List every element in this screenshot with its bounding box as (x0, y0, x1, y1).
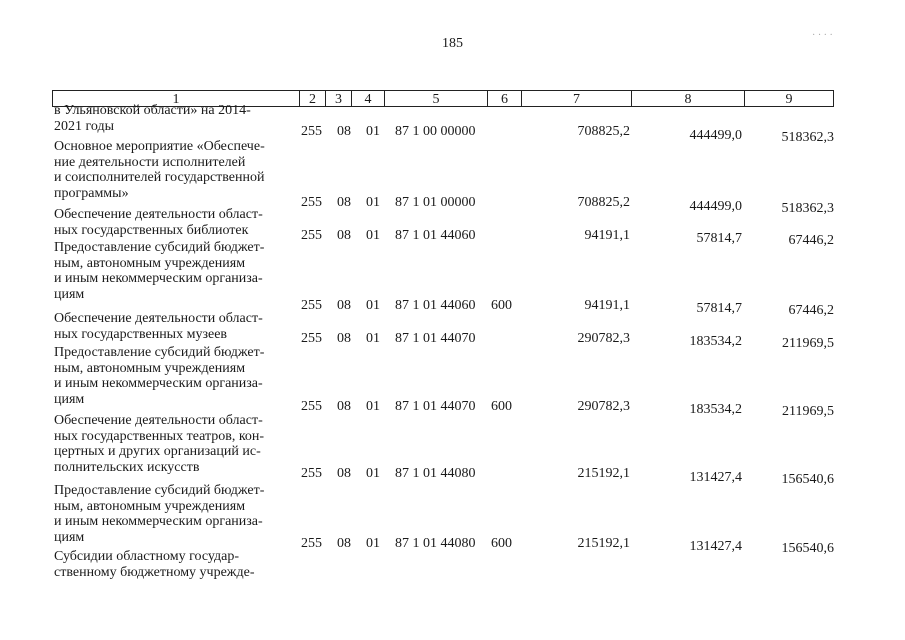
cell-c8: 444499,0 (689, 199, 742, 214)
cell-c6: 600 (491, 399, 512, 414)
description-line: ных государственных музеев (54, 326, 228, 342)
cell-c2: 255 (301, 466, 322, 481)
row-description (54, 413, 292, 475)
description-line: и иным некоммерческим организа- (54, 376, 263, 391)
description-line: ных государственных театров, кон- (54, 428, 265, 444)
description-line: ственному бюджетному учрежде- (54, 564, 255, 580)
cell-c8: 183534,2 (689, 334, 742, 349)
description-line: Основное мероприятие «Обеспече- (54, 139, 265, 154)
cell-c5: 87 1 01 44060 (395, 228, 476, 243)
cell-c9: 518362,3 (781, 130, 834, 145)
cell-c4: 01 (366, 298, 380, 313)
header-col-7: 7 (521, 90, 631, 107)
cell-c5: 87 1 01 44070 (395, 331, 476, 346)
cell-c2: 255 (301, 228, 322, 243)
cell-c8: 131427,4 (689, 539, 742, 554)
description-line: Обеспечение деятельности област- (54, 207, 263, 222)
cell-c5: 87 1 01 44070 (395, 399, 476, 414)
description-line: цертных и других организаций ис- (54, 444, 261, 459)
scan-speck: · · · · (812, 30, 833, 41)
cell-c6: 600 (491, 536, 512, 551)
cell-c3: 08 (337, 228, 351, 243)
header-col-1: 1 (52, 90, 299, 107)
cell-c7: 94191,1 (584, 298, 630, 313)
description-line: и иным некоммерческим организа- (54, 271, 263, 286)
description-line: Субсидии областному государ- (54, 549, 240, 564)
header-col-8: 8 (631, 90, 744, 107)
cell-c7: 215192,1 (577, 466, 630, 481)
cell-c8: 444499,0 (689, 128, 742, 143)
description-line: ным, автономным учреждениям (54, 498, 246, 514)
header-col-4: 4 (351, 90, 384, 107)
cell-c4: 01 (366, 399, 380, 414)
cell-c5: 87 1 01 44080 (395, 466, 476, 481)
cell-c4: 01 (366, 466, 380, 481)
row-description (54, 345, 292, 407)
cell-c2: 255 (301, 195, 322, 210)
description-line: ным, автономным учреждениям (54, 360, 246, 376)
description-line: ных государственных библиотек (54, 222, 249, 238)
description-line: программы» (54, 185, 129, 201)
description-line: полнительских искусств (54, 459, 200, 475)
cell-c7: 708825,2 (577, 195, 630, 210)
cell-c9: 156540,6 (781, 472, 834, 487)
description-line: и соисполнителей государственной (54, 170, 265, 185)
cell-c3: 08 (337, 298, 351, 313)
cell-c7: 94191,1 (584, 228, 630, 243)
description-line: Обеспечение деятельности област- (54, 311, 263, 326)
header-col-6: 6 (487, 90, 521, 107)
cell-c5: 87 1 01 44060 (395, 298, 476, 313)
cell-c2: 255 (301, 298, 322, 313)
header-col-5: 5 (384, 90, 487, 107)
cell-c9: 211969,5 (782, 404, 834, 419)
cell-c8: 183534,2 (689, 402, 742, 417)
description-line: 2021 годы (54, 118, 115, 134)
description-line: ным, автономным учреждениям (54, 255, 246, 271)
cell-c2: 255 (301, 536, 322, 551)
description-line: Обеспечение деятельности област- (54, 413, 263, 428)
cell-c2: 255 (301, 331, 322, 346)
cell-c8: 57814,7 (696, 231, 742, 246)
cell-c4: 01 (366, 228, 380, 243)
header-col-3: 3 (325, 90, 351, 107)
cell-c9: 156540,6 (781, 541, 834, 556)
description-line: циям (54, 529, 85, 545)
cell-c5: 87 1 01 44080 (395, 536, 476, 551)
cell-c3: 08 (337, 124, 351, 139)
description-line: и иным некоммерческим организа- (54, 514, 263, 529)
description-line: Предоставление субсидий бюджет- (54, 240, 265, 255)
row-description (54, 139, 292, 201)
cell-c2: 255 (301, 399, 322, 414)
cell-c9: 211969,5 (782, 336, 834, 351)
description-line: в Ульяновской области» на 2014- (54, 103, 251, 118)
description-line: циям (54, 391, 85, 407)
cell-c8: 57814,7 (696, 301, 742, 316)
description-line: Предоставление субсидий бюджет- (54, 345, 265, 360)
cell-c7: 290782,3 (577, 331, 630, 346)
cell-c9: 67446,2 (788, 303, 834, 318)
cell-c4: 01 (366, 536, 380, 551)
description-line: Предоставление субсидий бюджет- (54, 483, 265, 498)
description-line: циям (54, 286, 85, 302)
row-description (54, 207, 292, 238)
cell-c2: 255 (301, 124, 322, 139)
page-number: 185 (442, 36, 463, 51)
row-description (54, 483, 292, 545)
cell-c4: 01 (366, 195, 380, 210)
cell-c5: 87 1 01 00000 (395, 195, 476, 210)
description-line: ние деятельности исполнителей (54, 154, 246, 170)
cell-c3: 08 (337, 195, 351, 210)
cell-c9: 67446,2 (788, 233, 834, 248)
row-description (54, 240, 292, 302)
cell-c9: 518362,3 (781, 201, 834, 216)
cell-c7: 215192,1 (577, 536, 630, 551)
cell-c5: 87 1 00 00000 (395, 124, 476, 139)
cell-c4: 01 (366, 331, 380, 346)
cell-c6: 600 (491, 298, 512, 313)
cell-c3: 08 (337, 399, 351, 414)
cell-c4: 01 (366, 124, 380, 139)
header-col-2: 2 (299, 90, 325, 107)
row-description (54, 549, 292, 580)
cell-c8: 131427,4 (689, 470, 742, 485)
cell-c3: 08 (337, 536, 351, 551)
cell-c3: 08 (337, 331, 351, 346)
cell-c7: 708825,2 (577, 124, 630, 139)
row-description (54, 311, 292, 342)
cell-c7: 290782,3 (577, 399, 630, 414)
header-col-9: 9 (744, 90, 834, 107)
cell-c3: 08 (337, 466, 351, 481)
row-description (54, 103, 292, 134)
